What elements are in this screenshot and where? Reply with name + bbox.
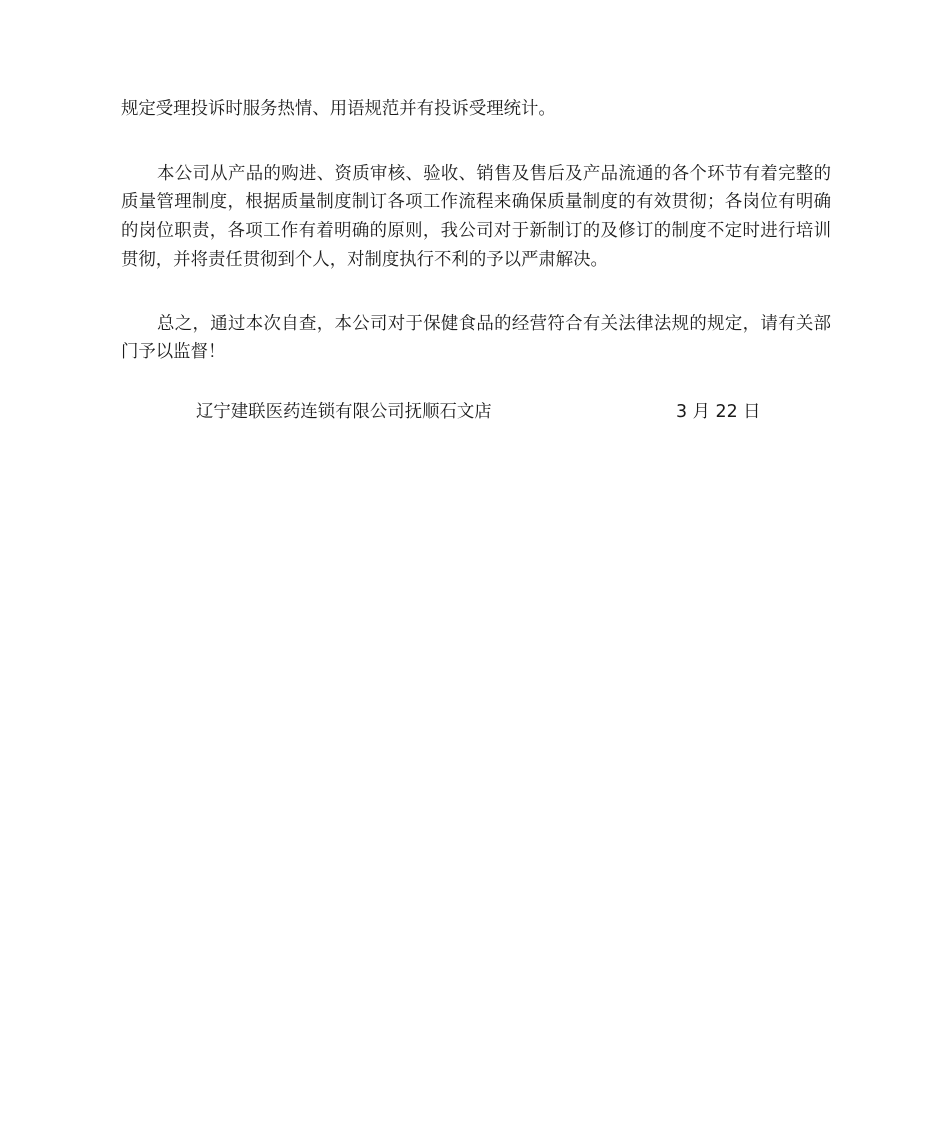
document-date: 3 月 22 日	[676, 402, 761, 422]
document-body	[121, 95, 831, 367]
company-signature: 辽宁建联医药连锁有限公司抚顺石文店	[196, 402, 492, 422]
paragraph-quality-management: 本公司从产品的购进、资质审核、验收、销售及售后及产品流通的各个环节有着完整的质量管理制度，根据质量制度制订各项工作流程来确保质量制度的有效贯彻；各岗位有明确的岗位职责，各项工作有着明确的原则，我公司对于新制订的及修订的制度不定时进行培训贯彻，并将责任贯彻到个人，对制度执行不利的予以严肃解决。	[121, 163, 831, 270]
paragraph-complaint-handling: 规定受理投诉时服务热情、用语规范并有投诉受理统计。	[121, 99, 556, 119]
paragraph-conclusion: 总之，通过本次自查，本公司对于保健食品的经营符合有关法律法规的规定，请有关部门予以监督！	[121, 313, 831, 363]
